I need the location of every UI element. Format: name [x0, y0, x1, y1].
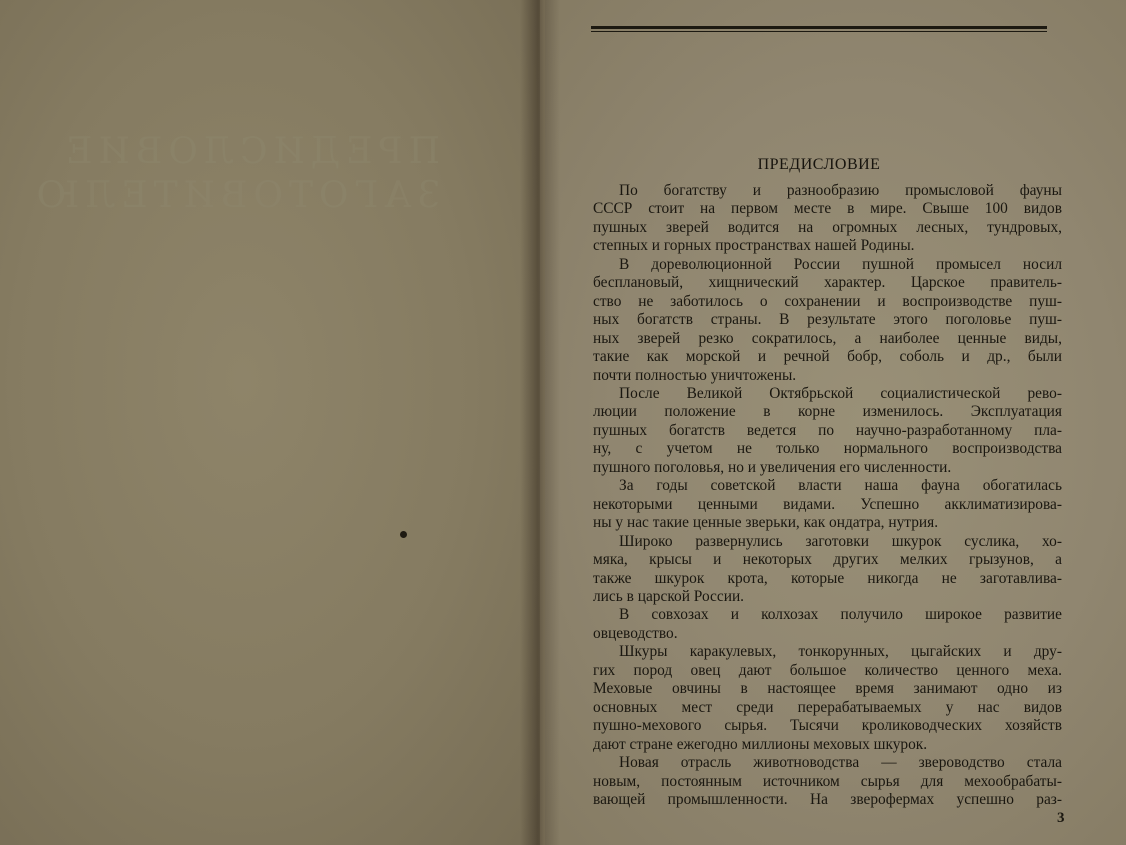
- text-line: лись в царской России.: [593, 587, 745, 605]
- text-line: люции положение в корне изменилось. Эксплуатация: [593, 403, 1062, 421]
- text-line: Меховые овчины в настоящее время занимают одно из: [593, 680, 1062, 698]
- text-line: мяка, крысы и некоторых других мелких грызунов, а: [593, 551, 1062, 569]
- text-line: В дореволюционной России пушной промысел носил: [619, 255, 1062, 273]
- text-line: дают стране ежегодно миллионы меховых шкурок.: [593, 735, 928, 753]
- text-line: В совхозах и колхозах получило широкое развитие: [619, 606, 1062, 624]
- text-line: ну, с учетом не только нормального воспроизводства: [593, 440, 1062, 458]
- text-line: пушных зверей водится на огромных лесных, тундровых,: [593, 218, 1062, 236]
- paragraph: [593, 606, 1062, 643]
- left-page: [0, 0, 540, 845]
- text-line: ных богатств страны. В результате этого поголовье пуш-: [593, 311, 1062, 329]
- text-line: почти полностью уничтожены.: [593, 366, 797, 384]
- text-line: овцеводство.: [593, 624, 678, 642]
- paragraph: [593, 643, 1062, 754]
- text-line: основных мест среди перерабатываемых у нас видов: [593, 698, 1062, 716]
- text-line: гих пород овец дают большое количество ценного меха.: [593, 661, 1062, 679]
- text-line: вающей промышленности. На зверофермах успешно раз-: [593, 790, 1062, 808]
- header-rule: [591, 26, 1047, 32]
- paragraph: [593, 385, 1062, 477]
- paragraph: [593, 182, 1062, 256]
- text-line: новым, постоянным источником сырья для мехообрабаты-: [593, 772, 1062, 790]
- text-line: Широко развернулись заготовки шкурок суслика, хо-: [619, 532, 1062, 550]
- ink-spot: [400, 531, 407, 538]
- text-line: Шкуры каракулевых, тонкорунных, цыгайских и дру-: [619, 643, 1062, 661]
- paragraph: [593, 533, 1062, 607]
- paragraph: [593, 754, 1062, 809]
- text-line: пушного поголовья, но и увеличения его численности.: [593, 458, 952, 476]
- text-line: После Великой Октябрьской социалистической рево-: [619, 384, 1062, 402]
- paragraph: [593, 256, 1062, 385]
- bleed-through-text: ПРЕДИСЛОВИЕ ЗАГОТОВИТЕЛЮ: [30, 131, 440, 216]
- text-line: пушно-мехового сырья. Тысячи кролиководческих хозяйств: [593, 717, 1062, 735]
- text-line: По богатству и разнообразию промысловой фауны: [619, 182, 1062, 199]
- text-line: пушных богатств ведется по научно-разработанному пла-: [593, 421, 1062, 439]
- paragraph: [593, 477, 1062, 532]
- right-page: [545, 0, 1126, 845]
- text-line: ных зверей резко сократилось, а наиболее ценные виды,: [593, 329, 1062, 347]
- text-line: также шкурок крота, которые никогда не заготавлива-: [593, 569, 1062, 587]
- preface-body: [593, 182, 1062, 809]
- text-line: степных и горных пространствах нашей Родины.: [593, 237, 915, 255]
- text-line: За годы советской власти наша фауна обогатилась: [619, 477, 1062, 495]
- text-line: бесплановый, хищнический характер. Царское правитель-: [593, 274, 1062, 292]
- text-line: ны у нас такие ценные зверьки, как ондатра, нутрия.: [593, 514, 939, 532]
- text-line: такие как морской и речной бобр, соболь и др., были: [593, 348, 1062, 366]
- book-gutter: [520, 0, 560, 845]
- text-line: некоторыми ценными видами. Успешно акклиматизирова-: [593, 495, 1062, 513]
- page-number: 3: [1057, 810, 1065, 826]
- text-line: СССР стоит на первом месте в мире. Свыше 100 видов: [593, 200, 1062, 218]
- page-title: ПРЕДИСЛОВИЕ: [757, 156, 881, 173]
- text-line: Новая отрасль животноводства — звероводство стала: [619, 754, 1062, 772]
- text-line: ство не заботилось о сохранении и воспроизводстве пуш-: [593, 292, 1062, 310]
